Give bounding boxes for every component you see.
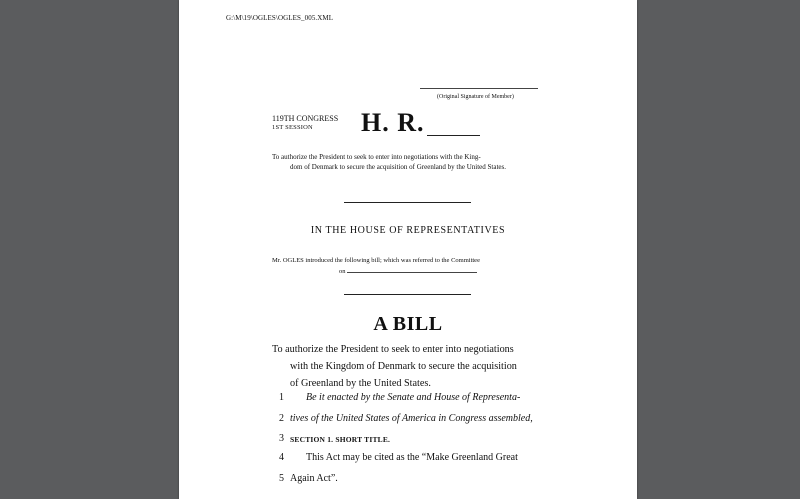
signature-caption: (Original Signature of Member) [437, 94, 514, 100]
line-text: Again Act”. [290, 473, 338, 484]
bill-title-line: of Greenland by the United States. [290, 378, 431, 389]
bill-title-first: To authorize the President to seek to enter into negotiations [272, 344, 514, 355]
line-text: This Act may be cited as the “Make Greenland Great [306, 452, 518, 463]
line-number: 2 [279, 413, 284, 424]
section-heading: SECTION 1. SHORT TITLE. [290, 435, 391, 444]
line-number: 1 [279, 392, 284, 403]
line-number: 3 [279, 433, 284, 444]
committee-on-label: on [338, 268, 346, 275]
divider-rule [344, 202, 471, 203]
bill-title-line: with the Kingdom of Denmark to secure the acquisition [290, 361, 517, 372]
bill-title [272, 341, 544, 392]
introduction-statement [272, 256, 544, 277]
congress-session [272, 114, 338, 132]
purpose-summary-rest: dom of Denmark to secure the acquisition of Greenland by the United States. [290, 163, 506, 171]
line-text: Be it enacted by the Senate and House of Representa- [306, 392, 521, 403]
purpose-summary-first: To authorize the President to seek to enter into negotiations with the King- [272, 153, 481, 161]
document-page [179, 0, 637, 499]
purpose-summary [272, 152, 544, 172]
line-text: tives of the United States of America in Congress assembled, [290, 413, 533, 424]
signature-line [420, 88, 538, 89]
line-number: 4 [279, 452, 284, 463]
session-number: 1ST SESSION [272, 124, 313, 131]
divider-rule [344, 294, 471, 295]
committee-line [272, 266, 544, 277]
house-heading: IN THE HOUSE OF REPRESENTATIVES [310, 225, 506, 236]
file-path: G:\M\19\OGLES\OGLES_005.XML [226, 14, 334, 22]
bill-number-blank [427, 135, 480, 136]
introduction-text: Mr. OGLES introduced the following bill; which was referred to the Committee [272, 257, 480, 264]
congress-number: 119TH CONGRESS [272, 114, 339, 123]
bill-heading: A BILL [373, 313, 443, 335]
committee-blank [347, 266, 477, 273]
bill-number: H. R. [361, 108, 425, 137]
line-number: 5 [279, 473, 284, 484]
